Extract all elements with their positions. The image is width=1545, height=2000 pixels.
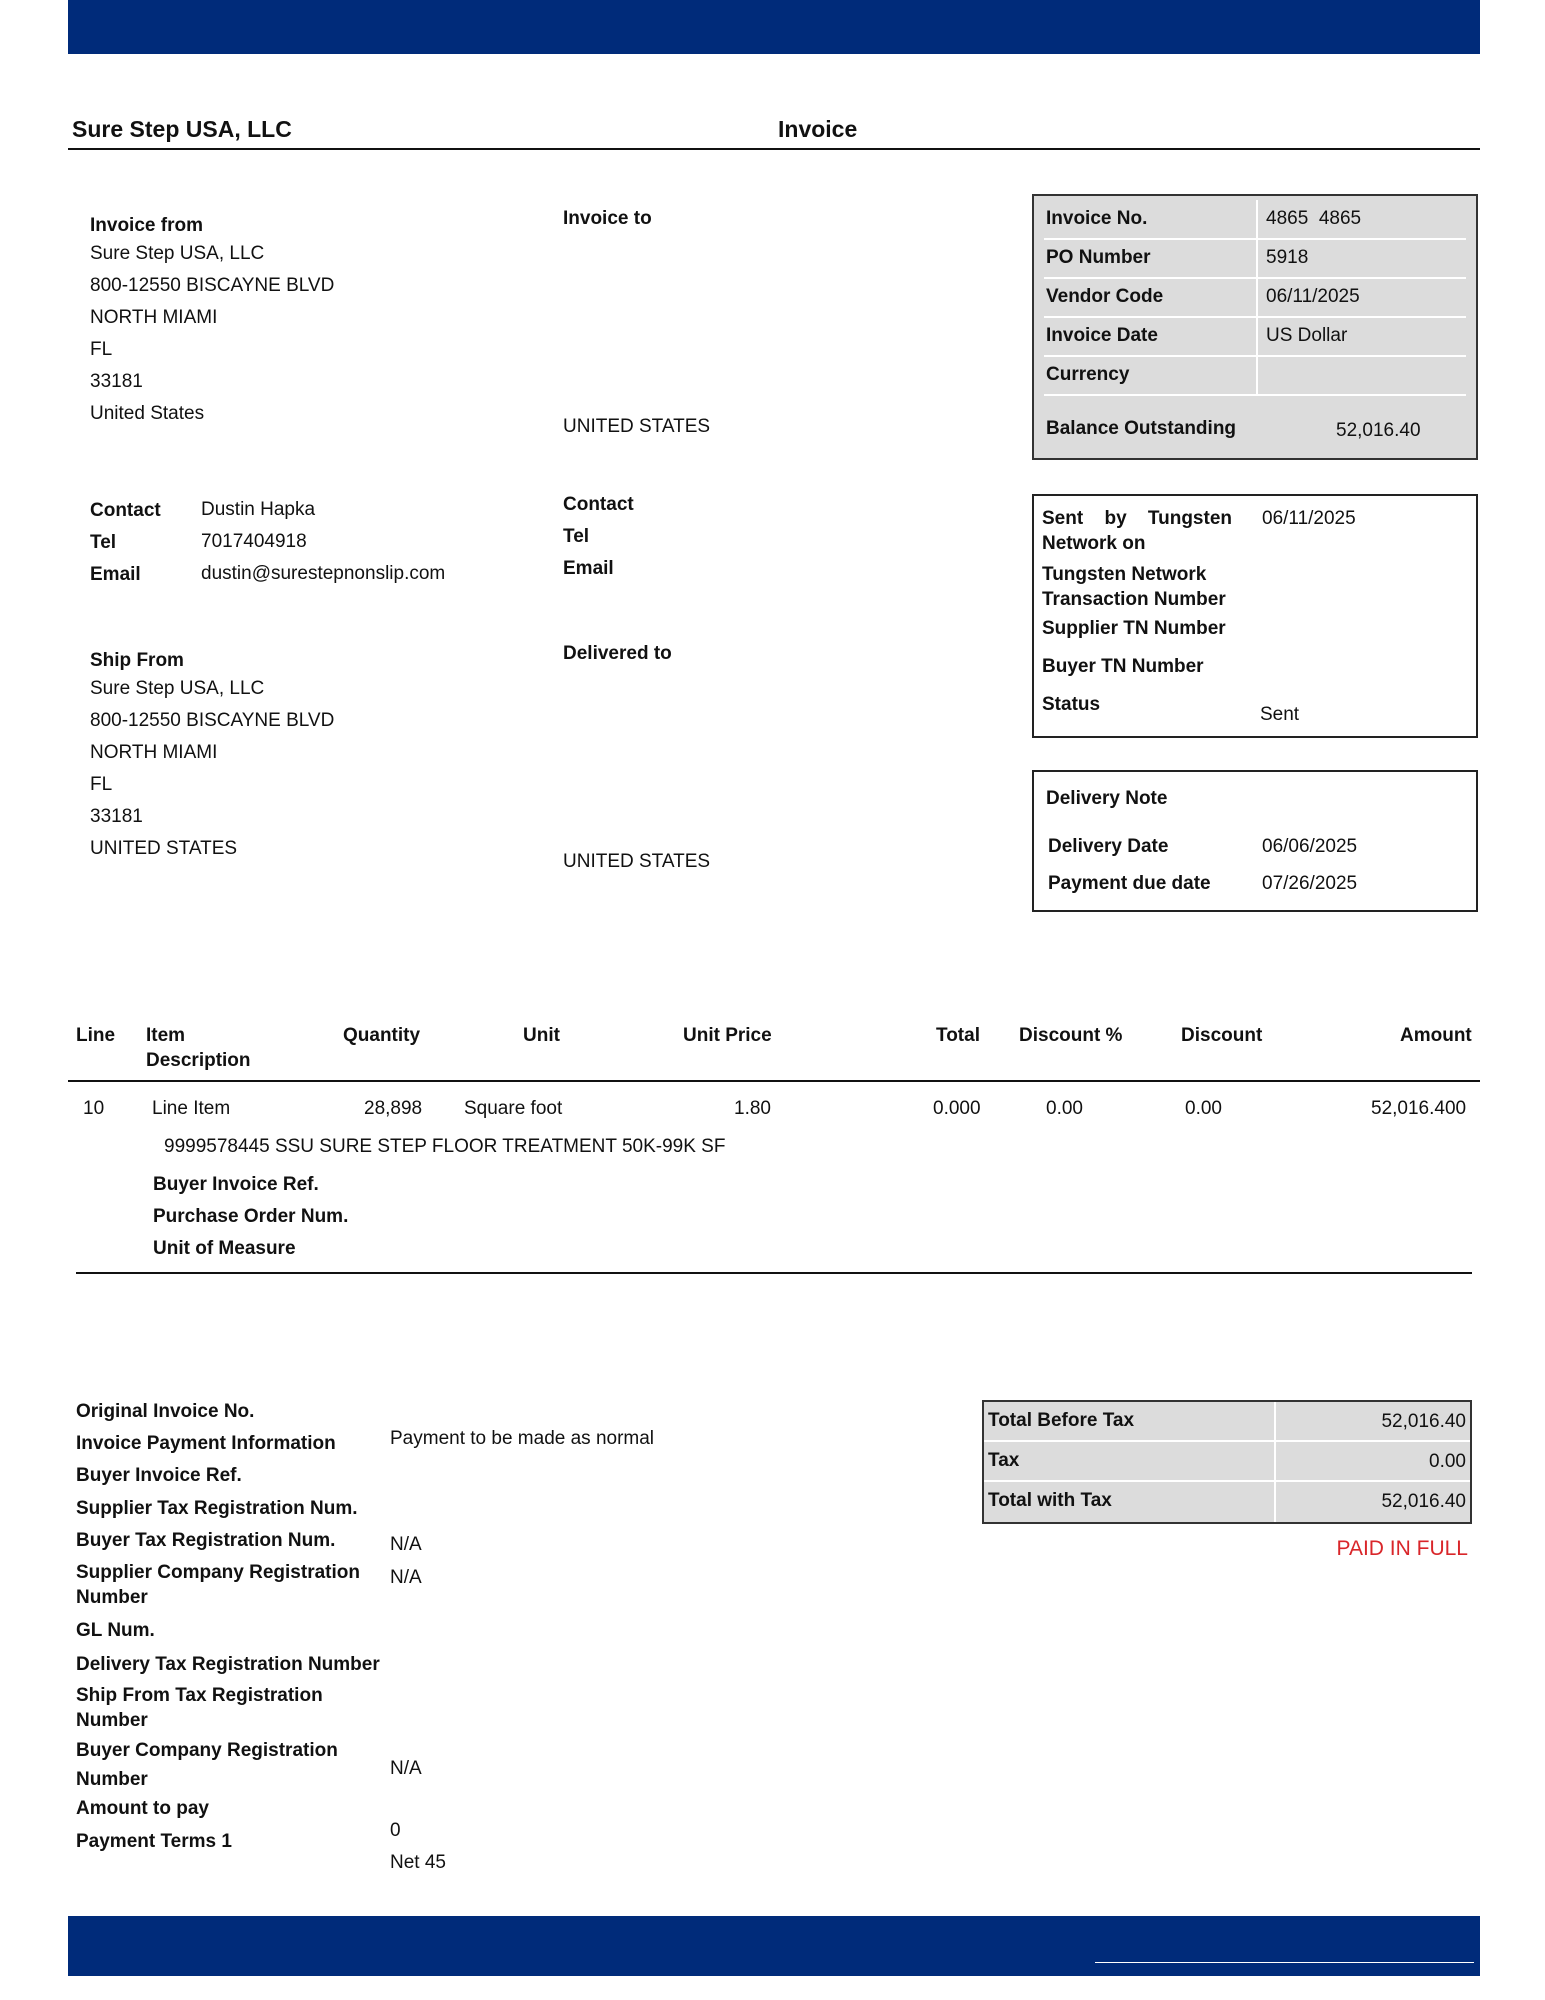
tel-value: 7017404918 [201, 531, 307, 552]
invoice-summary-box [1032, 194, 1478, 460]
buyer-company-reg-label [76, 1738, 338, 1792]
summary-value: 4865 4865 [1266, 208, 1362, 229]
col-header-quantity: Quantity [343, 1025, 421, 1046]
balance-outstanding-value: 52,016.40 [1336, 420, 1421, 441]
summary-label: Currency [1046, 364, 1130, 385]
col-header-item [146, 1023, 251, 1073]
supplier-company-reg-label [76, 1560, 360, 1610]
address-line: FL [90, 339, 113, 360]
payment-info-value: Payment to be made as normal [390, 1428, 655, 1449]
sent-by-value: 06/11/2025 [1262, 508, 1356, 529]
summary-divider [1256, 200, 1258, 240]
cell-total: 0.000 [933, 1098, 981, 1119]
delivered-to-country: UNITED STATES [563, 851, 711, 872]
col-header-line: Line [76, 1025, 116, 1046]
col-header-total: Total [936, 1025, 980, 1046]
bottom-band-rule [1095, 1962, 1474, 1963]
delivery-date-value: 06/06/2025 [1262, 836, 1358, 857]
supplier-tax-reg-label: Supplier Tax Registration Num. [76, 1498, 358, 1519]
bottom-band [68, 1916, 1480, 1976]
delivery-date-label: Delivery Date [1048, 836, 1169, 857]
buyer-tax-reg-label: Buyer Tax Registration Num. [76, 1530, 336, 1551]
table-footer-rule [76, 1272, 1472, 1274]
balance-outstanding-label: Balance Outstanding [1046, 418, 1237, 439]
email-value: dustin@surestepnonslip.com [201, 563, 446, 584]
total-before-tax-label: Total Before Tax [988, 1410, 1135, 1431]
cell-quantity: 28,898 [364, 1098, 423, 1119]
delivered-to-label: Delivered to [563, 643, 672, 664]
ship-from-tax-reg-line-2: Number [76, 1710, 148, 1731]
ref-label-buyer-invoice: Buyer Invoice Ref. [153, 1174, 319, 1195]
sent-by-text: Sent by Tungsten Network on [1042, 508, 1232, 554]
totals-divider [1274, 1442, 1276, 1482]
transaction-number-label: Tungsten Network Transaction Number [1042, 564, 1226, 610]
contact-value: Dustin Hapka [201, 499, 316, 520]
cell-discount: 0.00 [1185, 1098, 1222, 1119]
cell-unit: Square foot [464, 1098, 563, 1119]
buyer-tn-label: Buyer TN Number [1042, 656, 1204, 677]
sent-by-label [1042, 506, 1232, 556]
col-header-unit-price: Unit Price [683, 1025, 772, 1046]
totals-divider [1274, 1402, 1276, 1442]
col-header-item-text: Item [146, 1025, 186, 1046]
summary-row-invoice-no [1044, 200, 1466, 240]
summary-value: 5918 [1266, 247, 1309, 268]
invoice-from-address [90, 238, 334, 430]
buyer-tax-reg-value: N/A [390, 1534, 422, 1555]
header-rule [68, 148, 1480, 150]
tax-label: Tax [988, 1450, 1020, 1471]
buyer-company-reg-line-1: Buyer Company Registration [76, 1740, 338, 1761]
tel-label: Tel [90, 532, 117, 553]
cell-discount-pct: 0.00 [1046, 1098, 1083, 1119]
supplier-company-reg-line-1: Supplier Company Registration [76, 1562, 360, 1583]
cell-amount: 52,016.400 [1371, 1098, 1467, 1119]
email-to-label: Email [563, 558, 614, 579]
totals-box [982, 1400, 1472, 1524]
total-with-tax-label: Total with Tax [988, 1490, 1112, 1511]
address-line: UNITED STATES [90, 838, 238, 859]
address-line: 800-12550 BISCAYNE BLVD [90, 275, 335, 296]
invoice-to-country: UNITED STATES [563, 416, 711, 437]
buyer-company-reg-value: N/A [390, 1758, 422, 1779]
original-invoice-label: Original Invoice No. [76, 1401, 255, 1422]
ref-label-unit-of-measure: Unit of Measure [153, 1238, 296, 1259]
address-line: FL [90, 774, 113, 795]
top-band [68, 0, 1480, 54]
summary-divider [1256, 356, 1258, 396]
contact-label: Contact [90, 500, 161, 521]
total-with-tax-value: 52,016.40 [1381, 1491, 1466, 1512]
email-label: Email [90, 564, 141, 585]
address-line: 33181 [90, 371, 143, 392]
col-header-unit: Unit [523, 1025, 560, 1046]
company-name: Sure Step USA, LLC [72, 116, 292, 142]
ref-label-po-num: Purchase Order Num. [153, 1206, 349, 1227]
summary-label: PO Number [1046, 247, 1151, 268]
invoice-from-block [90, 214, 334, 430]
summary-divider [1256, 317, 1258, 357]
summary-value: US Dollar [1266, 325, 1348, 346]
status-label: Status [1042, 694, 1101, 715]
invoice-from-label: Invoice from [90, 215, 203, 236]
summary-label: Invoice Date [1046, 325, 1158, 346]
contact-to-label: Contact [563, 494, 634, 515]
supplier-tn-label: Supplier TN Number [1042, 618, 1226, 639]
payment-info-label: Invoice Payment Information [76, 1433, 336, 1454]
delivery-box [1032, 770, 1478, 912]
summary-value: 06/11/2025 [1266, 286, 1360, 307]
tax-value: 0.00 [1429, 1451, 1466, 1472]
cell-unit-price: 1.80 [734, 1098, 771, 1119]
summary-divider [1256, 239, 1258, 279]
supplier-company-reg-value: N/A [390, 1567, 422, 1588]
address-line: Sure Step USA, LLC [90, 678, 265, 699]
ship-from-tax-reg-line-1: Ship From Tax Registration [76, 1685, 323, 1706]
table-header-rule [68, 1080, 1480, 1082]
payment-due-label: Payment due date [1048, 873, 1211, 894]
col-header-amount: Amount [1400, 1025, 1472, 1046]
amount-to-pay-value: 0 [390, 1820, 401, 1841]
total-with-tax-row [984, 1482, 1470, 1520]
buyer-invoice-ref-label: Buyer Invoice Ref. [76, 1465, 242, 1486]
address-line: 800-12550 BISCAYNE BLVD [90, 710, 335, 731]
address-line: NORTH MIAMI [90, 742, 218, 763]
gl-num-label: GL Num. [76, 1620, 155, 1641]
payment-terms-label: Payment Terms 1 [76, 1831, 232, 1852]
cell-item: Line Item [152, 1098, 231, 1119]
ship-from-address [90, 673, 334, 865]
paid-in-full-stamp: PAID IN FULL [1336, 1537, 1468, 1560]
status-value: Sent [1260, 704, 1300, 725]
summary-row-currency [1044, 356, 1466, 396]
address-line: NORTH MIAMI [90, 307, 218, 328]
tax-row [984, 1442, 1470, 1482]
total-before-tax-value: 52,016.40 [1381, 1411, 1466, 1432]
delivery-note-label: Delivery Note [1046, 788, 1168, 809]
supplier-company-reg-line-2: Number [76, 1587, 148, 1608]
buyer-company-reg-line-2: Number [76, 1769, 148, 1790]
payment-due-value: 07/26/2025 [1262, 873, 1358, 894]
network-box [1032, 494, 1478, 738]
col-header-discount-pct: Discount % [1019, 1025, 1123, 1046]
payment-terms-value: Net 45 [390, 1852, 446, 1873]
address-line: 33181 [90, 806, 143, 827]
summary-divider [1256, 278, 1258, 318]
summary-label: Invoice No. [1046, 208, 1148, 229]
col-header-description-text: Description [146, 1050, 251, 1071]
summary-label: Vendor Code [1046, 286, 1164, 307]
address-line: United States [90, 403, 205, 424]
ship-from-block [90, 649, 334, 865]
ship-from-tax-reg-label [76, 1683, 323, 1733]
summary-row-po-number [1044, 239, 1466, 279]
delivery-tax-reg-label: Delivery Tax Registration Number [76, 1654, 380, 1675]
amount-to-pay-label: Amount to pay [76, 1798, 209, 1819]
totals-divider [1274, 1482, 1276, 1522]
page-title: Invoice [778, 116, 858, 142]
address-line: Sure Step USA, LLC [90, 243, 265, 264]
cell-description: 9999578445 SSU SURE STEP FLOOR TREATMENT 50K-99K SF [164, 1136, 726, 1157]
invoice-to-label: Invoice to [563, 208, 652, 229]
cell-line: 10 [83, 1098, 105, 1119]
tel-to-label: Tel [563, 526, 590, 547]
summary-row-vendor-code [1044, 278, 1466, 318]
ship-from-label: Ship From [90, 650, 184, 671]
col-header-discount: Discount [1181, 1025, 1263, 1046]
summary-row-invoice-date [1044, 317, 1466, 357]
total-before-tax-row [984, 1402, 1470, 1442]
